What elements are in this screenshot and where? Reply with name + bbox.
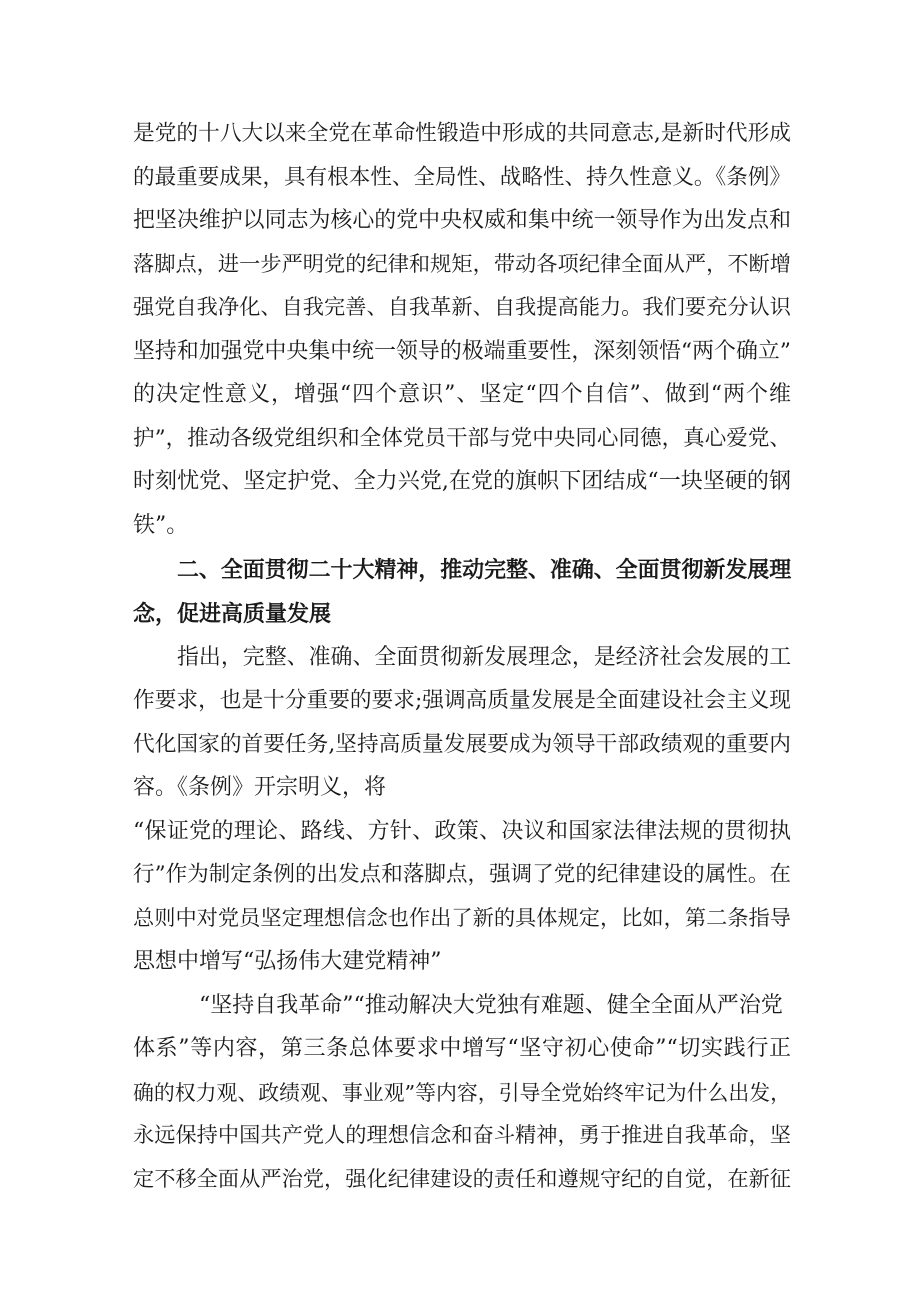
text-line: 指出，完整、准确、全面贯彻新发展理念，是经济社会发展的工 [177,645,792,670]
text-line: 把坚决维护以同志为核心的党中央权威和集中统一领导作为出发点和 [133,208,792,233]
text-line: 的最重要成果，具有根本性、全局性、战略性、持久性意义。《条例》 [133,165,791,190]
text-line: 体系”等内容，第三条总体要求中增写“坚守初心使命”“切实践行正 [133,1036,791,1061]
text-line: 坚持和加强党中央集中统一领导的极端重要性，深刻领悟“两个确立” [133,339,791,364]
text-line: 时刻忧党、坚定护党、全力兴党,在党的旗帜下团结成“一块坚硬的钢 [133,469,791,494]
text-line: 强党自我净化、自我完善、自我革新、自我提高能力。我们要充分认识 [133,295,791,320]
text-line: 是党的十八大以来全党在革命性锻造中形成的共同意志,是新时代形成 [133,121,791,146]
text-line: 思想中增写“弘扬伟大建党精神” [133,949,442,974]
text-line: 容。《条例》开宗明义，将 [133,775,387,800]
text-line: 落脚点，进一步严明党的纪律和规矩，带动各项纪律全面从严，不断增 [133,252,791,277]
section-heading-line: 二、全面贯彻二十大精神，推动完整、准确、全面贯彻新发展理 [177,557,792,583]
text-line: 行”作为制定条例的出发点和落脚点，强调了党的纪律建设的属性。在 [133,862,791,887]
text-line: 确的权力观、政绩观、事业观”等内容，引导全党始终牢记为什么出发， [133,1081,791,1105]
text-line: “坚持自我革命”“推动解决大党独有难题、健全全面从严治党 [199,993,783,1018]
section-heading-line: 念，促进高质量发展 [133,601,332,627]
text-line: “保证党的理论、路线、方针、政策、决议和国家法律法规的贯彻执 [133,819,791,844]
text-line: 护”，推动各级党组织和全体党员干部与党中央同心同德，真心爱党、 [133,426,791,451]
text-line: 作要求，也是十分重要的要求;强调高质量发展是全面建设社会主义现 [133,688,791,713]
text-line: 的决定性意义，增强“四个意识”、坚定“四个自信”、做到“两个维 [133,382,791,407]
text-line: 总则中对党员坚定理想信念也作出了新的具体规定，比如，第二条指导 [133,906,791,931]
text-line: 代化国家的首要任务,坚持高质量发展要成为领导干部政绩观的重要内 [133,732,791,757]
text-line: 铁”。 [133,513,189,538]
text-line: 永远保持中国共产党人的理想信念和奋斗精神，勇于推进自我革命，坚 [133,1123,791,1148]
text-line: 定不移全面从严治党，强化纪律建设的责任和遵规守纪的自觉，在新征 [133,1167,791,1192]
